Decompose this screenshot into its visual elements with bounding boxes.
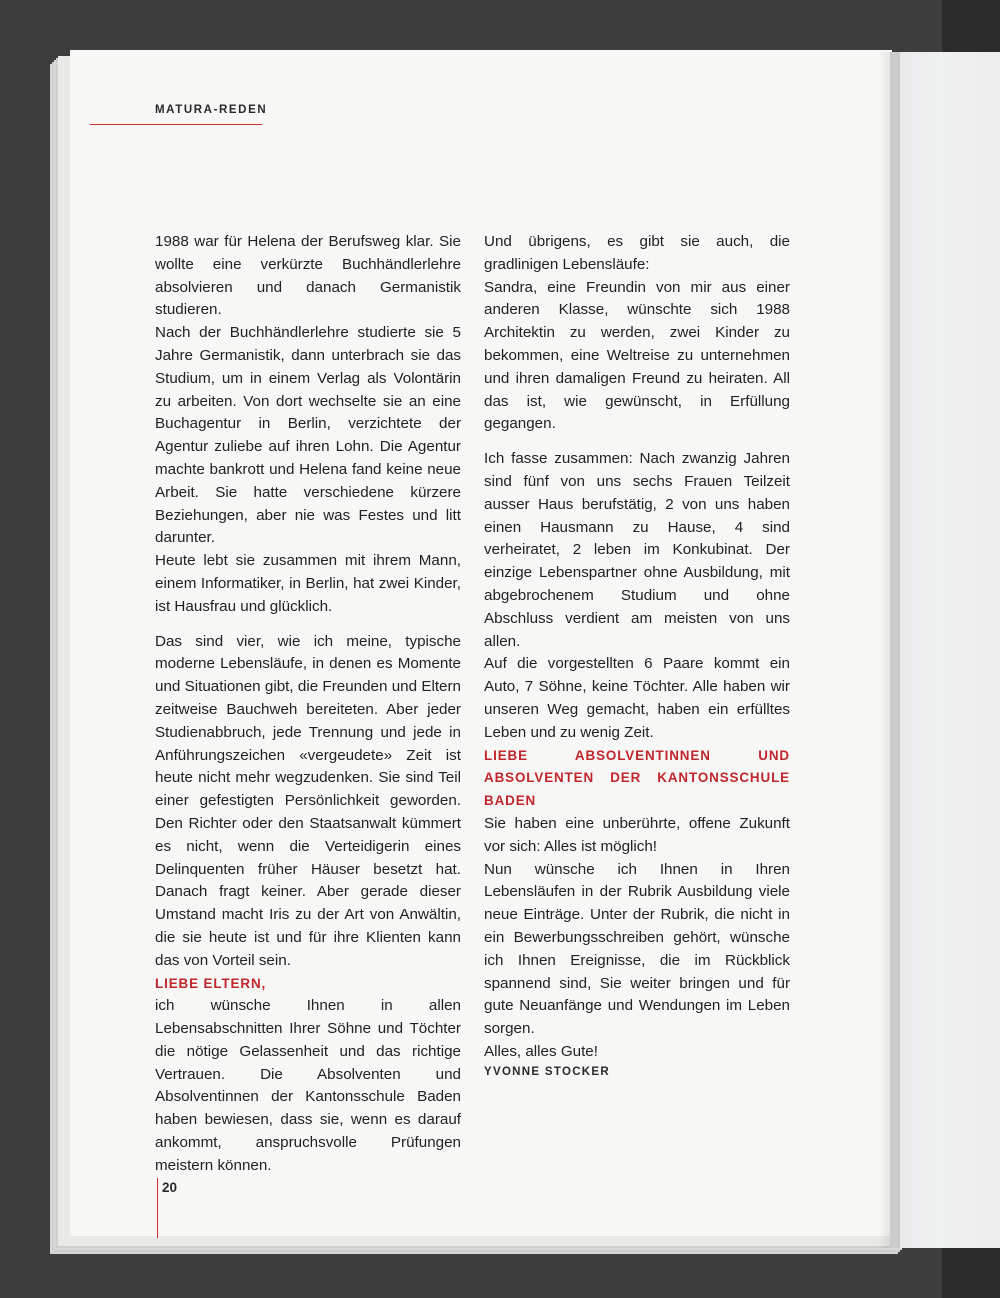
paragraph: 1988 war für Helena der Berufsweg klar. Sie wollte eine verkürzte Buchhändlerlehre absolvieren und danach Germanistik studieren. bbox=[155, 233, 461, 319]
section-heading: LIEBE ELTERN, bbox=[155, 975, 267, 991]
left-column bbox=[155, 231, 461, 1178]
right-column bbox=[484, 231, 790, 1080]
paragraph: Sie haben eine unberührte, offene Zukunft vor sich: Alles ist möglich! bbox=[484, 814, 790, 855]
paragraph: Und übrigens, es gibt sie auch, die gradlinigen Lebensläufe: bbox=[484, 233, 790, 273]
section-heading: LIEBE ABSOLVENTINNEN UND ABSOLVENTEN DER KANTONSSCHULE BADEN bbox=[484, 747, 790, 809]
paragraph: Auf die vorgestellten 6 Paare kommt ein Auto, 7 Söhne, keine Töchter. Alle haben wir unseren Weg gemacht, haben ein erfülltes Leben und zu wenig Zeit. bbox=[484, 655, 790, 741]
gutter-shadow bbox=[878, 52, 900, 1248]
author-signature: YVONNE STOCKER bbox=[484, 1065, 610, 1078]
running-head: MATURA-REDEN bbox=[155, 104, 268, 116]
header-rule bbox=[90, 124, 262, 125]
paragraph: Heute lebt sie zusammen mit ihrem Mann, einem Informatiker, in Berlin, hat zwei Kinder, ist Hausfrau und glücklich. bbox=[155, 552, 461, 615]
page-number: 20 bbox=[162, 1180, 178, 1195]
paragraph: Das sind vier, wie ich meine, typische moderne Lebensläufe, in denen es Momente und Situationen gibt, die Freunden und Eltern zeitweise Bauchweh bereiteten. Aber jeder Studienabbruch, jede Trennung und jede in Anführungszeichen «vergeudete» Zeit ist heute nicht mehr wegzudenken. Sie sind Teil einer gefestigten Persönlichkeit geworden. Den Richter oder den Staatsanwalt kümmert es nicht, wenn die Verteidigerin eines Delinquenten früher Häuser besetzt hat. Danach fragt keiner. Aber gerade dieser Umstand macht Iris zu der Art von Anwältin, die sie heute ist und für ihre Klienten kann das von Vorteil sein. bbox=[155, 632, 461, 969]
paragraph: Sandra, eine Freundin von mir aus einer anderen Klasse, wünschte sich 1988 Architektin zu werden, zwei Kinder zu bekommen, eine Weltreise zu unternehmen und ihren damaligen Freund zu heiraten. All das ist, wie gewünscht, in Erfüllung gegangen. bbox=[484, 278, 790, 433]
paragraph: Nun wünsche ich Ihnen in Ihren Lebensläufen in der Rubrik Ausbildung viele neue Einträge. Unter der Rubrik, die nicht in ein Bewerbungsschreiben gehört, wünsche ich Ihnen Ereignisse, die im Rückblick spannend sind, Sie weiter bringen und für gute Neuanfänge und Wendungen im Leben sorgen. bbox=[484, 860, 790, 1038]
folio-rule bbox=[157, 1178, 158, 1238]
paragraph: Alles, alles Gute! bbox=[484, 1042, 598, 1060]
paragraph: ich wünsche Ihnen in allen Lebensabschnitten Ihrer Söhne und Töchter die nötige Gelassenheit und das richtige Vertrauen. Die Absolventen und Absolventinnen der Kantonsschule Baden haben bewiesen, dass sie, wenn es darauf ankommt, anspruchsvolle Prüfungen meistern können. bbox=[155, 997, 461, 1174]
paragraph: Ich fasse zusammen: Nach zwanzig Jahren sind fünf von uns sechs Frauen Teilzeit ausser Haus berufstätig, 2 von uns haben einen Hausmann zu Hause, 4 sind verheiratet, 2 leben im Konkubinat. Der einzige Lebenspartner ohne Ausbildung, mit abgebrochenem Studium und ohne Abschluss verdient am meisten von uns allen. bbox=[484, 450, 790, 650]
paragraph: Nach der Buchhändlerlehre studierte sie 5 Jahre Germanistik, dann unterbrach sie das Studium, um in einem Verlag als Volontärin zu arbeiten. Von dort wechselte sie an eine Buchagentur in Berlin, verzichtete der Agentur zuliebe auf ihren Lohn. Die Agentur machte bankrott und Helena fand keine neue Arbeit. Sie hatte verschiedene kürzere Beziehungen, aber nie was Festes und litt darunter. bbox=[155, 324, 461, 547]
facing-page bbox=[890, 52, 1000, 1248]
